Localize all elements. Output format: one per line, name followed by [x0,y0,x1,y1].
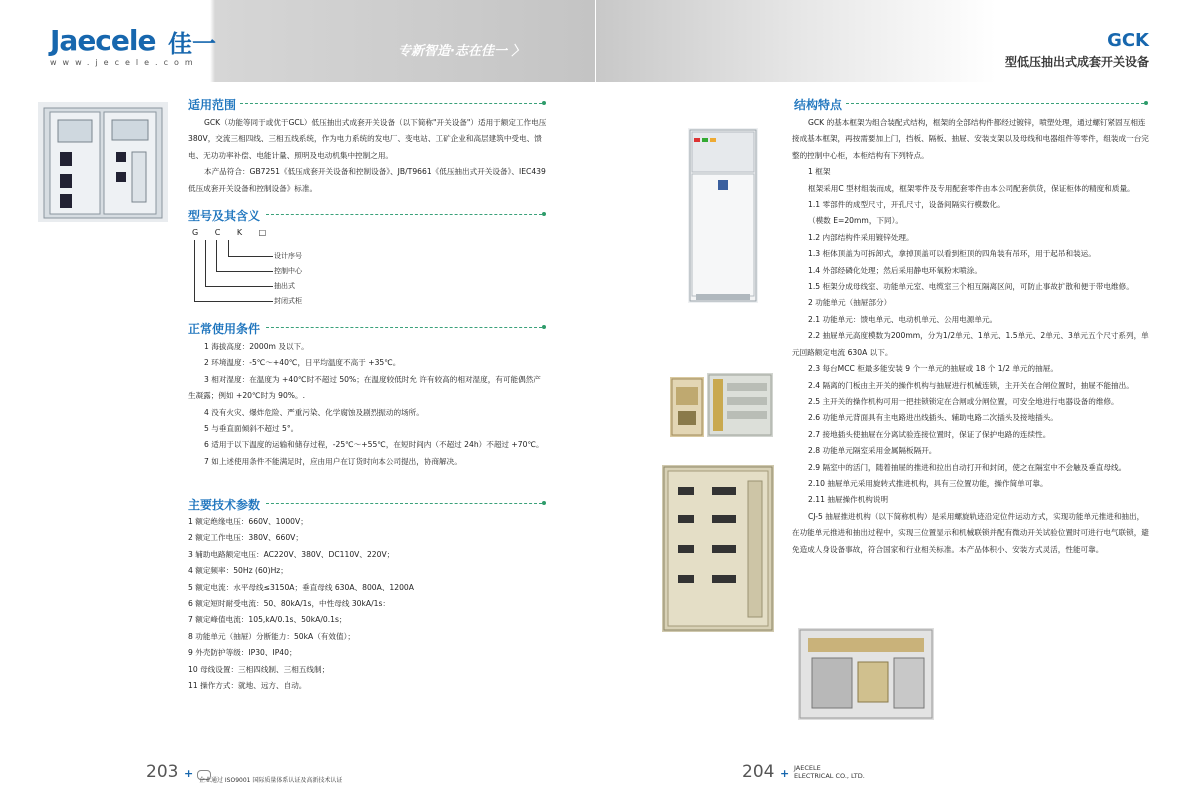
drawer-mechanism-photo [798,628,934,720]
model-label-enclosed: 封闭式柜 [274,297,302,305]
conditions-title-divider [266,327,542,328]
model-title-dot [542,212,546,216]
structure-paragraph: 2.10 抽屉单元采用旋转式推进机构，具有三位置功能，操作简单可靠。 [808,478,1048,488]
model-section [188,207,260,224]
slogan: 专新智造·志在佳一 〉 [398,44,525,59]
plus-icon: + [184,767,194,780]
tech-item: 1 额定绝缘电压：660V、1000V； [188,517,308,526]
usage-title-dot [542,101,546,105]
usage-title: 适用范围 [188,98,237,112]
tech-item: 2 额定工作电压：380V、660V； [188,533,303,543]
product-name: 型低压抽出式成套开关设备 [1004,55,1149,69]
structure-title-divider [846,103,1144,104]
model-title: 型号及其含义 [188,209,261,223]
model-label-design-serial: 设计序号 [274,252,302,260]
structure-paragraph: 2 功能单元（抽屉部分） [808,298,892,308]
conditions-title-dot [542,325,546,329]
structure-paragraph: 2.9 隔室中的活门，随着抽屉的推进和拉出自动打开和封闭，使之在隔室中不会触及垂直母线。 [808,462,1127,472]
structure-paragraph: （模数 E=20mm，下同）。 [808,216,903,226]
usage-title-divider [240,103,542,104]
structure-paragraph: 1.1 零部件的成型尺寸，开孔尺寸，设备间隔实行模数化。 [808,200,1005,210]
structure-title-dot [1144,101,1148,105]
structure-paragraph: 1.3 柜体顶盖为可拆卸式，拿掉顶盖可以看到柜顶的四角装有吊环，用于起吊和装运。 [808,249,1096,259]
cabinet-interior-photo [662,465,774,632]
structure-paragraph: 框架采用C 型材组装而成，框架零件及专用配套零件由本公司配套供货，保证柜体的精度和质量。 [808,183,1135,193]
model-title-divider [266,214,542,215]
company-name-line2: ELECTRICAL CO., LTD. [794,772,865,780]
tech-text [188,514,548,694]
tech-item: 6 额定短时耐受电流：50、80kA/1s，中性母线 30kA/1s： [188,599,391,609]
structure-paragraph: 2.5 主开关的操作机构可用一把挂锁锁定在合闸或分闸位置，可安全地进行电器设备的维修。 [808,396,1119,406]
structure-text [792,115,1150,558]
cabinet-front-photo [688,128,758,303]
structure-paragraph: 1.2 内部结构件采用镀锌处理。 [808,232,914,242]
component-photo-1 [670,377,704,437]
structure-paragraph: GCK 的基本框架为组合装配式结构，框架的全部结构件都经过镀锌，喷塑处理，通过螺钉紧固互相连接成基本框架，再按需要加上门，挡板、隔板、抽屉、安装支架以及母线和电器组件等零件，组装成一台完整的控制中心柜，本柜结构有下列特点。 [792,118,1149,160]
tech-item: 7 额定峰值电流：105,kA/0.1s、50kA/0.1s； [188,615,347,625]
brand-logo-cn: 佳一 [168,30,216,58]
structure-paragraph: 2.1 功能单元：馈电单元、电动机单元、公用电源单元。 [808,314,998,324]
drawer-mechanism-illustration [798,628,934,720]
page-number-right: 204 [742,762,775,782]
structure-paragraph: 1 框架 [808,167,831,177]
tech-item: 4 额定频率：50Hz (60)Hz； [188,566,288,576]
usage-paragraph: GCK（功能等同于或优于GCL）低压抽出式成套开关设备（以下简称"开关设备"）适用于额定工作电压380V，交流三相四线、三相五线系统，作为电力系统的发电厂、变电站、工矿企业和高层建筑中受电、馈电、无功功率补偿、电能计量、照明及电动机集中控制之用。 [188,118,547,160]
condition-item: 1 海拔高度：2000m 及以下。 [204,342,309,351]
tech-item: 3 辅助电路额定电压：AC220V、380V、DC110V、220V； [188,549,395,559]
structure-title: 结构特点 [794,98,843,112]
model-label-withdrawable: 抽出式 [274,282,295,290]
condition-item: 6 适用于以下温度的运输和储存过程，-25℃～+55℃，在短时间内（不超过 24h）不超过 +70℃。 [204,440,544,450]
structure-paragraph: 1.4 外部经磷化处理；然后采用静电环氧粉末喷涂。 [808,265,982,275]
tech-title: 主要技术参数 [188,498,261,512]
model-code: G C K □ [192,228,274,237]
conditions-title: 正常使用条件 [188,322,261,336]
tech-item: 5 额定电流：水平母线≤3150A；垂直母线 630A、800A、1200A [188,582,414,592]
brand-url: www.jecele.com [50,58,199,67]
conditions-section [188,320,260,337]
structure-paragraph: 1.5 柜架分成母线室、功能单元室、电缆室三个相互隔离区间，可防止事故扩散和便于带电维修。 [808,282,1134,292]
usage-section [188,96,548,113]
tech-title-divider [266,503,542,504]
structure-paragraph: 2.3 每台MCC 柜最多能安装 9 个一单元的抽屉或 18 个 1/2 单元的抽屉。 [808,364,1058,374]
cabinet-front-illustration [688,128,758,303]
tech-item: 11 操作方式：就地、远方、自动。 [188,681,307,691]
cabinet-interior-illustration [662,465,774,632]
structure-paragraph: 2.8 功能单元隔室采用金属隔板隔开。 [808,446,937,456]
tech-item: 9 外壳防护等级：IP30、IP40； [188,648,297,658]
brand-logo: Jaecele [50,24,156,57]
structure-paragraph: 2.4 隔离的门板由主开关的操作机构与抽屉进行机械连锁，主开关在合闸位置时，抽屉不能抽出。 [808,380,1134,390]
cabinet-photo [38,102,168,222]
product-code: GCK [1107,30,1149,51]
structure-paragraph: 2.11 抽屉操作机构说明 [808,495,889,505]
condition-item: 3 相对湿度：在温度为 +40℃时不超过 50%；在温度较低时允 许有较高的相对湿度，有可能偶然产生凝露；例如 +20℃时为 90%。. [188,374,541,401]
page-number-left: 203 [146,762,179,782]
tech-section [188,496,260,513]
conditions-text [188,339,548,470]
condition-item: 4 没有火灾、爆炸危险、严重污染、化学腐蚀及剧烈振动的场所。 [204,407,424,417]
component-photo-2 [707,373,773,437]
tech-title-dot [542,501,546,505]
condition-item: 5 与垂直面倾斜不超过 5°。 [204,424,299,434]
structure-paragraph: 2.6 功能单元背面具有主电路进出线插头、辅助电路二次插头及接地插头。 [808,413,1058,423]
code-bracket-4 [194,240,273,302]
cabinet-illustration [38,102,168,222]
plus-icon: + [780,767,790,780]
chevron-right-icon: 〉 [511,44,525,59]
structure-paragraph: 2.7 接地插头使抽屉在分离试验连接位置时，保证了保护电路的连续性。 [808,429,1051,439]
structure-paragraph: CJ-5 抽屉推进机构（以下简称机构）是采用螺旋轨迹沿定位件运动方式，实现功能单元推进和抽出，在功能单元推进和抽出过程中，实现三位置显示和机械联锁并配有微动开关试验位置时可进行电气联锁，避免造成人身设备事故，符合国家和行业相关标准。本产品体积小、安装方式灵活，性能可靠。 [792,511,1149,554]
structure-paragraph: 2.2 抽屉单元高度模数为200mm，分为1/2单元、1单元、1.5单元、2单元、3单元五个尺寸系列，单元回路额定电流 630A 以下。 [792,331,1149,357]
usage-text [188,115,548,197]
component-illustration-2 [707,373,773,437]
certification-text: 企业通过 ISO9001 国际质量体系认证及高新技术认证 [199,777,343,784]
model-code-diagram [192,228,352,308]
tech-item: 8 功能单元（抽屉）分断能力：50kA（有效值）； [188,631,355,641]
structure-section [794,96,842,113]
tech-item: 10 母线设置：三相四线制、三相五线制； [188,664,330,674]
company-name-line1: JAECELE [794,764,821,772]
condition-item: 7 如上述使用条件不能满足时，应由用户在订货时向本公司提出，协商解决。 [204,456,462,466]
component-illustration-1 [670,377,704,437]
usage-paragraph: 本产品符合：GB7251《低压成套开关设备和控制设备》、JB/T9661《低压抽出式开关设备》、IEC439 低压成套开关设备和控制设备》标准。 [188,167,546,193]
model-label-control-center: 控制中心 [274,267,302,275]
condition-item: 2 环境温度：-5℃～+40℃，日平均温度不高于 +35℃。 [204,358,401,368]
